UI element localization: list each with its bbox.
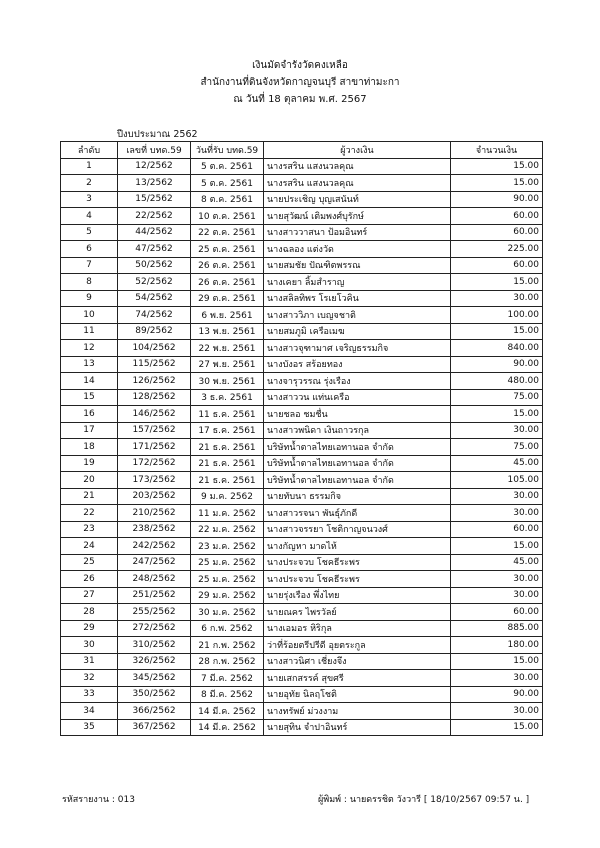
cell-depositor: นายชลอ ชมชื่น bbox=[264, 406, 451, 423]
table-row bbox=[61, 521, 543, 538]
cell-amount: 15.00 bbox=[451, 653, 543, 670]
cell-receipt-no: 47/2562 bbox=[118, 241, 191, 258]
cell-receipt-date: 21 ธ.ค. 2561 bbox=[191, 439, 264, 456]
cell-seq: 31 bbox=[61, 653, 118, 670]
cell-depositor: นายณคร ไพรวัลย์ bbox=[264, 604, 451, 621]
table-row bbox=[61, 422, 543, 439]
deposit-table bbox=[60, 141, 543, 736]
cell-amount: 30.00 bbox=[451, 290, 543, 307]
cell-receipt-no: 146/2562 bbox=[118, 406, 191, 423]
cell-amount: 45.00 bbox=[451, 455, 543, 472]
cell-amount: 15.00 bbox=[451, 406, 543, 423]
col-header-seq: ลำดับ bbox=[61, 142, 118, 159]
cell-amount: 45.00 bbox=[451, 554, 543, 571]
cell-depositor: นายสมชัย ปัณฑิตพรรณ bbox=[264, 257, 451, 274]
cell-receipt-no: 74/2562 bbox=[118, 307, 191, 324]
cell-depositor: นายประเชิญ บุญเสนันท์ bbox=[264, 191, 451, 208]
col-header-receipt-date: วันที่รับ บทด.59 bbox=[191, 142, 264, 159]
cell-amount: 30.00 bbox=[451, 703, 543, 720]
cell-receipt-date: 23 ม.ค. 2562 bbox=[191, 538, 264, 555]
cell-seq: 8 bbox=[61, 274, 118, 291]
cell-depositor: นางบังอร สร้อยทอง bbox=[264, 356, 451, 373]
cell-depositor: นายเสกสรรค์ สุขศรี bbox=[264, 670, 451, 687]
cell-receipt-no: 157/2562 bbox=[118, 422, 191, 439]
cell-receipt-no: 12/2562 bbox=[118, 158, 191, 175]
cell-receipt-date: 5 ต.ค. 2561 bbox=[191, 175, 264, 192]
table-row bbox=[61, 307, 543, 324]
cell-amount: 60.00 bbox=[451, 257, 543, 274]
table-row bbox=[61, 554, 543, 571]
cell-seq: 7 bbox=[61, 257, 118, 274]
cell-depositor: นายอุทัย นิลฤโชติ bbox=[264, 686, 451, 703]
cell-seq: 9 bbox=[61, 290, 118, 307]
cell-amount: 75.00 bbox=[451, 439, 543, 456]
cell-receipt-no: 255/2562 bbox=[118, 604, 191, 621]
office-name: สำนักงานที่ดินจังหวัดกาญจนบุรี สาขาท่ามะกา bbox=[200, 77, 400, 88]
cell-amount: 225.00 bbox=[451, 241, 543, 258]
cell-receipt-no: 89/2562 bbox=[118, 323, 191, 340]
table-row bbox=[61, 208, 543, 225]
cell-amount: 60.00 bbox=[451, 604, 543, 621]
cell-amount: 15.00 bbox=[451, 274, 543, 291]
cell-seq: 24 bbox=[61, 538, 118, 555]
cell-receipt-no: 52/2562 bbox=[118, 274, 191, 291]
cell-receipt-no: 367/2562 bbox=[118, 719, 191, 736]
table-row bbox=[61, 703, 543, 720]
cell-seq: 3 bbox=[61, 191, 118, 208]
cell-seq: 14 bbox=[61, 373, 118, 390]
cell-receipt-no: 54/2562 bbox=[118, 290, 191, 307]
cell-receipt-date: 13 พ.ย. 2561 bbox=[191, 323, 264, 340]
cell-seq: 15 bbox=[61, 389, 118, 406]
cell-amount: 60.00 bbox=[451, 521, 543, 538]
cell-seq: 18 bbox=[61, 439, 118, 456]
cell-receipt-no: 22/2562 bbox=[118, 208, 191, 225]
cell-amount: 480.00 bbox=[451, 373, 543, 390]
cell-receipt-date: 26 ต.ค. 2561 bbox=[191, 274, 264, 291]
cell-amount: 180.00 bbox=[451, 637, 543, 654]
cell-amount: 15.00 bbox=[451, 538, 543, 555]
table-row bbox=[61, 191, 543, 208]
cell-depositor: บริษัทน้ำตาลไทยเอทานอล จำกัด bbox=[264, 472, 451, 489]
cell-receipt-date: 11 ธ.ค. 2561 bbox=[191, 406, 264, 423]
cell-receipt-date: 30 พ.ย. 2561 bbox=[191, 373, 264, 390]
cell-seq: 12 bbox=[61, 340, 118, 357]
cell-depositor: นายทับนา ธรรมกิจ bbox=[264, 488, 451, 505]
cell-amount: 30.00 bbox=[451, 488, 543, 505]
cell-depositor: นางเคยา ลิ้มสำราญ bbox=[264, 274, 451, 291]
cell-receipt-no: 248/2562 bbox=[118, 571, 191, 588]
cell-depositor: นางสาววิภา เบญจชาติ bbox=[264, 307, 451, 324]
cell-depositor: บริษัทน้ำตาลไทยเอทานอล จำกัด bbox=[264, 455, 451, 472]
cell-receipt-date: 5 ต.ค. 2561 bbox=[191, 158, 264, 175]
table-row bbox=[61, 340, 543, 357]
cell-receipt-date: 26 ต.ค. 2561 bbox=[191, 257, 264, 274]
report-title: เงินมัดจำรังวัดคงเหลือ bbox=[252, 60, 348, 71]
table-row bbox=[61, 356, 543, 373]
cell-seq: 33 bbox=[61, 686, 118, 703]
cell-amount: 885.00 bbox=[451, 620, 543, 637]
cell-receipt-date: 29 ต.ค. 2561 bbox=[191, 290, 264, 307]
cell-amount: 15.00 bbox=[451, 158, 543, 175]
cell-seq: 1 bbox=[61, 158, 118, 175]
cell-seq: 21 bbox=[61, 488, 118, 505]
cell-receipt-date: 22 พ.ย. 2561 bbox=[191, 340, 264, 357]
cell-receipt-date: 22 ม.ค. 2562 bbox=[191, 521, 264, 538]
table-row bbox=[61, 323, 543, 340]
cell-seq: 30 bbox=[61, 637, 118, 654]
table-row bbox=[61, 406, 543, 423]
cell-depositor: บริษัทน้ำตาลไทยเอทานอล จำกัด bbox=[264, 439, 451, 456]
cell-seq: 22 bbox=[61, 505, 118, 522]
table-row bbox=[61, 571, 543, 588]
cell-receipt-no: 203/2562 bbox=[118, 488, 191, 505]
cell-receipt-date: 28 ก.พ. 2562 bbox=[191, 653, 264, 670]
cell-receipt-date: 3 ธ.ค. 2561 bbox=[191, 389, 264, 406]
table-row bbox=[61, 290, 543, 307]
cell-seq: 17 bbox=[61, 422, 118, 439]
cell-amount: 15.00 bbox=[451, 719, 543, 736]
cell-receipt-no: 50/2562 bbox=[118, 257, 191, 274]
table-row bbox=[61, 604, 543, 621]
report-date: ณ วันที่ 18 ตุลาคม พ.ศ. 2567 bbox=[233, 94, 367, 105]
cell-depositor: นางกัญหา มาดไห้ bbox=[264, 538, 451, 555]
table-row bbox=[61, 389, 543, 406]
cell-depositor: ว่าที่ร้อยตรีปรีดี อุยตระกูล bbox=[264, 637, 451, 654]
cell-receipt-date: 7 มี.ค. 2562 bbox=[191, 670, 264, 687]
table-row bbox=[61, 620, 543, 637]
cell-receipt-no: 172/2562 bbox=[118, 455, 191, 472]
cell-seq: 5 bbox=[61, 224, 118, 241]
cell-receipt-no: 350/2562 bbox=[118, 686, 191, 703]
cell-receipt-date: 30 ม.ค. 2562 bbox=[191, 604, 264, 621]
cell-amount: 90.00 bbox=[451, 191, 543, 208]
cell-amount: 60.00 bbox=[451, 208, 543, 225]
cell-seq: 29 bbox=[61, 620, 118, 637]
cell-seq: 35 bbox=[61, 719, 118, 736]
cell-receipt-no: 128/2562 bbox=[118, 389, 191, 406]
cell-receipt-no: 44/2562 bbox=[118, 224, 191, 241]
cell-receipt-date: 21 ธ.ค. 2561 bbox=[191, 455, 264, 472]
table-row bbox=[61, 274, 543, 291]
table-row bbox=[61, 686, 543, 703]
cell-seq: 4 bbox=[61, 208, 118, 225]
cell-receipt-date: 27 พ.ย. 2561 bbox=[191, 356, 264, 373]
cell-amount: 75.00 bbox=[451, 389, 543, 406]
cell-depositor: นางสลิลทิพร โรเยโวคิน bbox=[264, 290, 451, 307]
table-row bbox=[61, 241, 543, 258]
cell-depositor: นางประจวบ โชคธีระพร bbox=[264, 571, 451, 588]
cell-receipt-date: 22 ต.ค. 2561 bbox=[191, 224, 264, 241]
cell-receipt-no: 366/2562 bbox=[118, 703, 191, 720]
cell-seq: 16 bbox=[61, 406, 118, 423]
cell-seq: 19 bbox=[61, 455, 118, 472]
cell-receipt-date: 8 มี.ค. 2562 bbox=[191, 686, 264, 703]
cell-depositor: นางสาวจุฑามาศ เจริญธรรมกิจ bbox=[264, 340, 451, 357]
table-row bbox=[61, 670, 543, 687]
cell-amount: 30.00 bbox=[451, 571, 543, 588]
cell-receipt-date: 6 ก.พ. 2562 bbox=[191, 620, 264, 637]
cell-receipt-no: 326/2562 bbox=[118, 653, 191, 670]
cell-receipt-date: 17 ธ.ค. 2561 bbox=[191, 422, 264, 439]
cell-receipt-date: 29 ม.ค. 2562 bbox=[191, 587, 264, 604]
cell-receipt-no: 171/2562 bbox=[118, 439, 191, 456]
cell-receipt-date: 21 ธ.ค. 2561 bbox=[191, 472, 264, 489]
cell-depositor: นางสาววาสนา ป้อมอินทร์ bbox=[264, 224, 451, 241]
cell-receipt-no: 310/2562 bbox=[118, 637, 191, 654]
cell-receipt-no: 104/2562 bbox=[118, 340, 191, 357]
cell-seq: 10 bbox=[61, 307, 118, 324]
col-header-depositor: ผู้วางเงิน bbox=[264, 142, 451, 159]
table-row bbox=[61, 587, 543, 604]
cell-receipt-no: 251/2562 bbox=[118, 587, 191, 604]
cell-receipt-no: 238/2562 bbox=[118, 521, 191, 538]
cell-depositor: นางจารุวรรณ รุ่งเรือง bbox=[264, 373, 451, 390]
cell-seq: 27 bbox=[61, 587, 118, 604]
cell-depositor: นางฉลอง แต่งวัด bbox=[264, 241, 451, 258]
cell-seq: 2 bbox=[61, 175, 118, 192]
table-row bbox=[61, 538, 543, 555]
cell-receipt-no: 210/2562 bbox=[118, 505, 191, 522]
printed-by: ผู้พิมพ์ : นายดรรชิต วังวารี [ 18/10/2567 09:57 น. ] bbox=[318, 795, 530, 805]
table-row bbox=[61, 373, 543, 390]
cell-seq: 34 bbox=[61, 703, 118, 720]
cell-depositor: นางรสริน แสงนวลคุณ bbox=[264, 158, 451, 175]
cell-amount: 60.00 bbox=[451, 224, 543, 241]
table-row bbox=[61, 472, 543, 489]
cell-seq: 11 bbox=[61, 323, 118, 340]
cell-depositor: นางสาวจรรยา โชติกาญจนวงศ์ bbox=[264, 521, 451, 538]
cell-receipt-date: 21 ก.พ. 2562 bbox=[191, 637, 264, 654]
cell-receipt-no: 242/2562 bbox=[118, 538, 191, 555]
cell-receipt-date: 11 ม.ค. 2562 bbox=[191, 505, 264, 522]
cell-depositor: นางสาวนิศา เชี่ยงจึง bbox=[264, 653, 451, 670]
cell-amount: 30.00 bbox=[451, 670, 543, 687]
table-row bbox=[61, 175, 543, 192]
cell-amount: 90.00 bbox=[451, 356, 543, 373]
cell-depositor: นางสาวพนิดา เงินถาวรกุล bbox=[264, 422, 451, 439]
cell-seq: 25 bbox=[61, 554, 118, 571]
budget-year: ปีงบประมาณ 2562 bbox=[117, 129, 198, 140]
cell-receipt-no: 13/2562 bbox=[118, 175, 191, 192]
cell-seq: 23 bbox=[61, 521, 118, 538]
cell-receipt-no: 247/2562 bbox=[118, 554, 191, 571]
cell-seq: 32 bbox=[61, 670, 118, 687]
cell-receipt-no: 173/2562 bbox=[118, 472, 191, 489]
table-row bbox=[61, 257, 543, 274]
cell-receipt-date: 25 ต.ค. 2561 bbox=[191, 241, 264, 258]
cell-depositor: นายสุวัฒน์ เติมพงศ์บุรักษ์ bbox=[264, 208, 451, 225]
cell-receipt-no: 126/2562 bbox=[118, 373, 191, 390]
cell-amount: 105.00 bbox=[451, 472, 543, 489]
cell-amount: 15.00 bbox=[451, 175, 543, 192]
table-row bbox=[61, 488, 543, 505]
cell-seq: 13 bbox=[61, 356, 118, 373]
table-row bbox=[61, 637, 543, 654]
cell-depositor: นางประจวบ โชคธีระพร bbox=[264, 554, 451, 571]
cell-receipt-date: 14 มี.ค. 2562 bbox=[191, 703, 264, 720]
cell-depositor: นางสาววน แท่นเครือ bbox=[264, 389, 451, 406]
cell-receipt-no: 272/2562 bbox=[118, 620, 191, 637]
cell-amount: 30.00 bbox=[451, 505, 543, 522]
table-row bbox=[61, 719, 543, 736]
table-row bbox=[61, 224, 543, 241]
cell-depositor: นายสมภูมิ เครือเมฆ bbox=[264, 323, 451, 340]
cell-seq: 6 bbox=[61, 241, 118, 258]
cell-receipt-no: 345/2562 bbox=[118, 670, 191, 687]
cell-depositor: นางทรัพย์ ม่วงงาม bbox=[264, 703, 451, 720]
cell-seq: 28 bbox=[61, 604, 118, 621]
cell-depositor: นางรสริน แสงนวลคุณ bbox=[264, 175, 451, 192]
cell-receipt-date: 25 ม.ค. 2562 bbox=[191, 554, 264, 571]
cell-seq: 26 bbox=[61, 571, 118, 588]
table-header-row bbox=[61, 142, 543, 159]
cell-amount: 840.00 bbox=[451, 340, 543, 357]
cell-amount: 90.00 bbox=[451, 686, 543, 703]
table-row bbox=[61, 653, 543, 670]
table-row bbox=[61, 158, 543, 175]
table-row bbox=[61, 505, 543, 522]
cell-depositor: นายสุทิน จำปาอินทร์ bbox=[264, 719, 451, 736]
cell-amount: 30.00 bbox=[451, 422, 543, 439]
cell-receipt-no: 115/2562 bbox=[118, 356, 191, 373]
table-row bbox=[61, 455, 543, 472]
cell-seq: 20 bbox=[61, 472, 118, 489]
cell-receipt-date: 25 ม.ค. 2562 bbox=[191, 571, 264, 588]
cell-amount: 30.00 bbox=[451, 587, 543, 604]
cell-depositor: นางสาวรจนา พันธุ์ภักดี bbox=[264, 505, 451, 522]
col-header-amount: จำนวนเงิน bbox=[451, 142, 543, 159]
cell-receipt-date: 8 ต.ค. 2561 bbox=[191, 191, 264, 208]
cell-receipt-no: 15/2562 bbox=[118, 191, 191, 208]
report-code: รหัสรายงาน : 013 bbox=[62, 795, 135, 805]
cell-receipt-date: 6 พ.ย. 2561 bbox=[191, 307, 264, 324]
cell-amount: 15.00 bbox=[451, 323, 543, 340]
cell-receipt-date: 14 มี.ค. 2562 bbox=[191, 719, 264, 736]
col-header-receipt-no: เลขที่ บทด.59 bbox=[118, 142, 191, 159]
cell-depositor: นางเอมอร หิริกุล bbox=[264, 620, 451, 637]
table-row bbox=[61, 439, 543, 456]
cell-amount: 100.00 bbox=[451, 307, 543, 324]
cell-depositor: นายรุ่งเรือง พึ่งไทย bbox=[264, 587, 451, 604]
cell-receipt-date: 9 ม.ค. 2562 bbox=[191, 488, 264, 505]
cell-receipt-date: 10 ต.ค. 2561 bbox=[191, 208, 264, 225]
